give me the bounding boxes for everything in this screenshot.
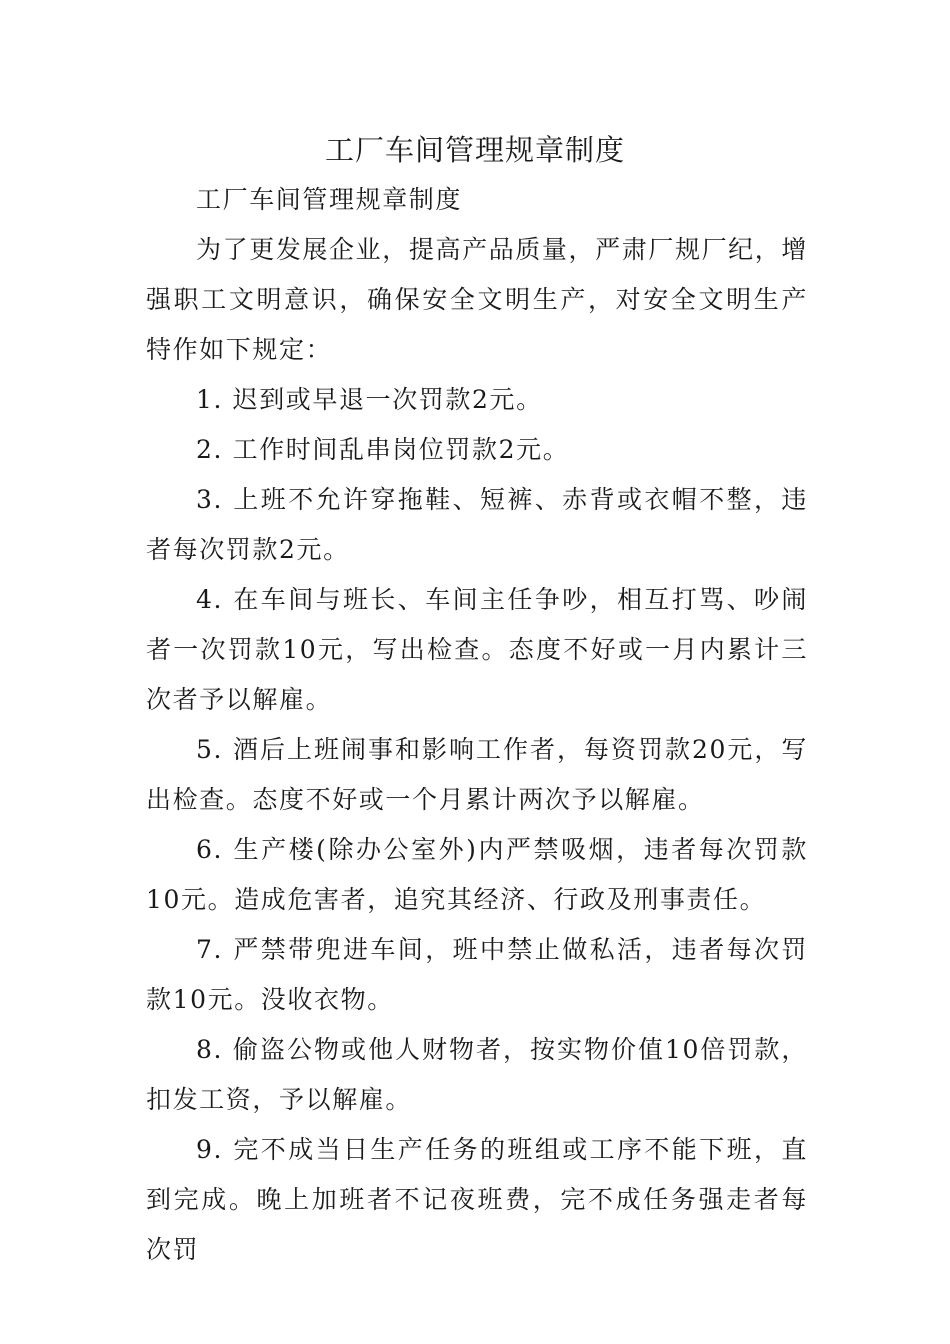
rule-item-5: 5. 酒后上班闹事和影响工作者，每资罚款20元，写出检查。态度不好或一个月累计两次予以解雇。: [146, 735, 808, 814]
rule-item-9: 9. 完不成当日生产任务的班组或工序不能下班，直到完成。晚上加班者不记夜班费，完不成任务强走者每次罚: [146, 1135, 808, 1264]
rule-item-3: 3. 上班不允许穿拖鞋、短裤、赤背或衣帽不整，违者每次罚款2元。: [146, 485, 808, 564]
paragraph-intro: 为了更发展企业，提高产品质量，严肃厂规厂纪，增强职工文明意识，确保安全文明生产，对安全文明生产特作如下规定：: [146, 235, 808, 364]
rule-item-1: 1. 迟到或早退一次罚款2元。: [196, 385, 543, 414]
paragraph-subtitle: 工厂车间管理规章制度: [196, 185, 463, 214]
rule-item-4: 4. 在车间与班长、车间主任争吵，相互打骂、吵闹者一次罚款10元，写出检查。态度不好或一月内累计三次者予以解雇。: [146, 585, 808, 714]
rule-item-8: 8. 偷盗公物或他人财物者，按实物价值10倍罚款，扣发工资，予以解雇。: [146, 1035, 808, 1114]
rule-item-6: 6. 生产楼(除办公室外)内严禁吸烟，违者每次罚款10元。造成危害者，追究其经济、行政及刑事责任。: [146, 835, 808, 914]
rule-item-2: 2. 工作时间乱串岗位罚款2元。: [196, 435, 570, 464]
document-body: [146, 175, 808, 1275]
document-title: 工厂车间管理规章制度: [324, 133, 625, 167]
rule-item-7: 7. 严禁带兜进车间，班中禁止做私活，违者每次罚款10元。没收衣物。: [146, 935, 808, 1014]
